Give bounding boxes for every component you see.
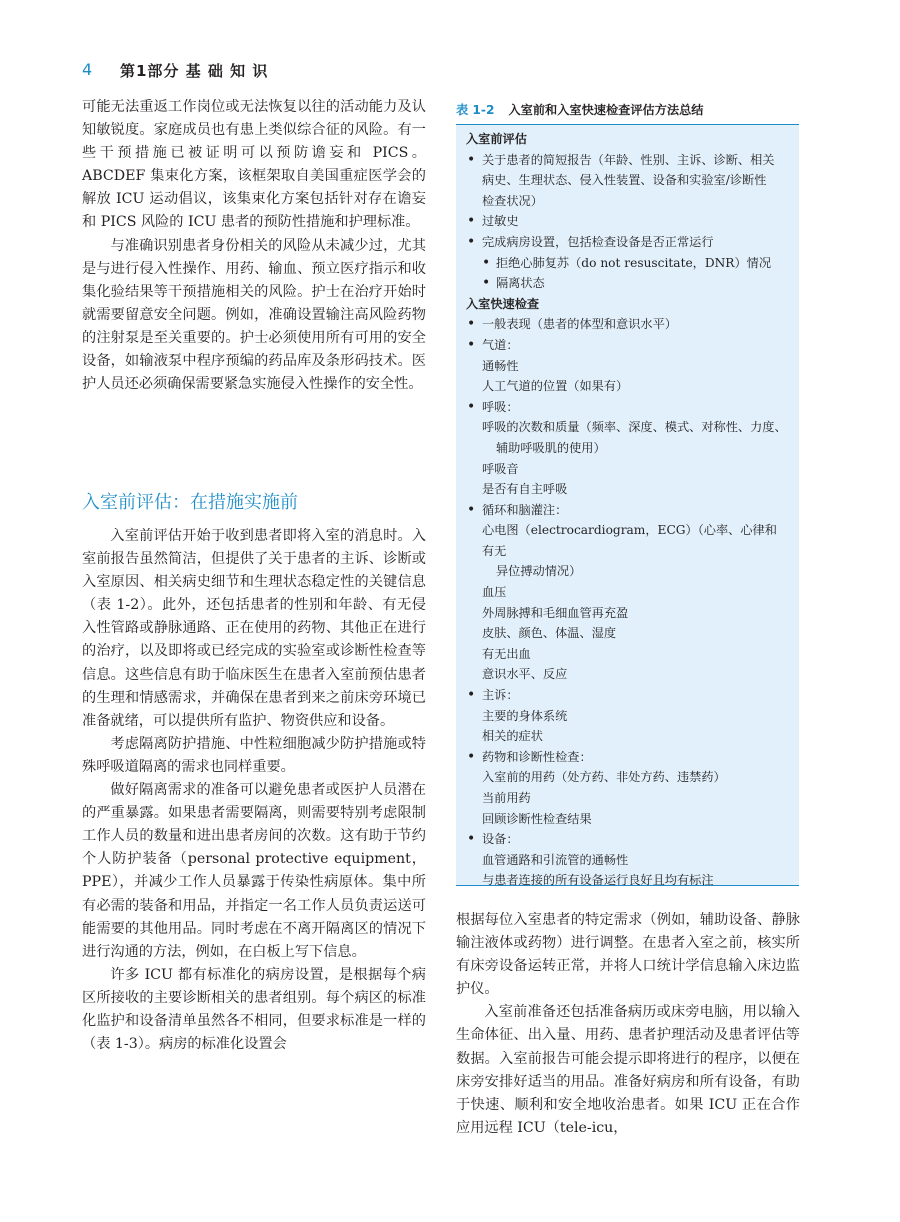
- table-bullet-item: • 气道：: [466, 335, 789, 356]
- table-sub-item: 与患者连接的所有设备运行良好且均有标注: [482, 873, 714, 888]
- body-paragraph: 可能无法重返工作岗位或无法恢复以往的活动能力及认知敏锐度。家庭成员也有患上类似综合征的风险。有一些干预措施已被证明可以预防谵妄和 PICS。ABCDEF 集束化方案，该框架取自美国重症医学会的解放 ICU 运动倡议，该集束化方案包括针对存在谵妄和 PICS 风险的 ICU 患者的预防性措施和护理标准。: [82, 99, 426, 231]
- table-sub-item: 人工气道的位置（如果有）: [482, 379, 629, 394]
- body-paragraph: 做好隔离需求的准备可以避免患者或医护人员潜在的严重暴露。如果患者需要隔离，则需要特别考虑限制工作人员的数量和进出患者房间的次数。这有助于节约个人防护装备（personal protective equipment，PPE），并减少工作人员暴露于传染性病原体。集中所有必需的装备和用品，并指定一名工作人员负责运送可能需要的其他用品。同时考虑在不离开隔离区的情况下进行沟通的方法，例如，在白板上写下信息。: [82, 782, 426, 960]
- summary-table: [456, 124, 799, 886]
- section-heading: 入室前评估：在措施实施前: [82, 492, 298, 513]
- right-column: [456, 909, 800, 1140]
- table-section-heading: 入室快速检查: [466, 296, 540, 311]
- table-number: 表 1-2: [456, 103, 495, 117]
- table-title: 入室前和入室快速检查评估方法总结: [508, 103, 704, 117]
- table-bullet-item: • 完成病房设置，包括检查设备是否正常运行: [466, 232, 789, 253]
- table-bullet-item: • 拒绝心肺复苏（do not resuscitate，DNR）情况: [466, 253, 789, 274]
- table-sub-item: 血管通路和引流管的通畅性: [482, 852, 629, 867]
- table-sub-item: 意识水平、反应: [482, 667, 568, 682]
- body-paragraph: 入室前评估开始于收到患者即将入室的消息时。入室前报告虽然简洁，但提供了关于患者的主诉、诊断或入室原因、相关病史细节和生理状态稳定性的关键信息（表 1-2）。此外，还包括患者的性别和年龄、有无侵入性管路或静脉通路、正在使用的药物、其他正在进行的治疗，以及即将或已经完成的实验室或诊断性检查等信息。这些信息有助于临床医生在患者入室前预估患者的生理和情感需求，并确保在患者到来之前床旁环境已准备就绪，可以提供所有监护、物资供应和设备。: [82, 528, 426, 729]
- body-paragraph: 入室前准备还包括准备病历或床旁电脑，用以输入生命体征、出入量、用药、患者护理活动及患者评估等数据。入室前报告可能会提示即将进行的程序，以便在床旁安排好适当的用品。准备好病房和所有设备，有助于快速、顺利和安全地收治患者。如果 ICU 正在合作应用远程 ICU（tele-icu，: [456, 1004, 800, 1136]
- table-sub-item: 外周脉搏和毛细血管再充盈: [482, 605, 629, 620]
- left-column-bottom: [82, 525, 426, 1056]
- table-sub-item: 异位搏动情况）: [496, 564, 582, 579]
- page-number: 4: [82, 60, 93, 79]
- body-paragraph: 考虑隔离防护措施、中性粒细胞减少防护措施或特殊呼吸道隔离的需求也同样重要。: [82, 735, 426, 775]
- table-sub-item: 呼吸音: [482, 461, 519, 476]
- table-bullet-item: • 关于患者的简短报告（年龄、性别、主诉、诊断、相关: [466, 150, 789, 171]
- table-bullet-item: • 隔离状态: [466, 273, 789, 294]
- table-sub-item: 心电图（electrocardiogram，ECG）（心率、心律和有无: [482, 523, 777, 558]
- table-sub-item: 病史、生理状态、侵入性装置、设备和实验室/诊断性: [482, 173, 767, 188]
- left-column-top: [82, 96, 426, 396]
- body-paragraph: 根据每位入室患者的特定需求（例如，辅助设备、静脉输注液体或药物）进行调整。在患者入室之前，核实所有床旁设备运转正常，并将人口统计学信息输入床边监护仪。: [456, 912, 800, 998]
- table-sub-item: 是否有自主呼吸: [482, 482, 568, 497]
- table-bullet-item: • 主诉：: [466, 685, 789, 706]
- table-sub-item: 辅助呼吸肌的使用）: [496, 440, 606, 455]
- table-sub-item: 入室前的用药（处方药、非处方药、违禁药）: [482, 770, 726, 785]
- table-sub-item: 通畅性: [482, 358, 519, 373]
- part-title: 第1部分 基 础 知 识: [120, 62, 269, 80]
- table-sub-item: 相关的症状: [482, 729, 543, 744]
- table-bullet-item: • 一般表现（患者的体型和意识水平）: [466, 314, 789, 335]
- table-sub-item: 皮肤、颜色、体温、湿度: [482, 626, 617, 641]
- table-sub-item: 当前用药: [482, 791, 531, 805]
- table-bullet-item: • 药物和诊断性检查：: [466, 747, 789, 768]
- table-caption: [456, 101, 800, 118]
- table-sub-item: 主要的身体系统: [482, 708, 568, 723]
- table-sub-item: 呼吸的次数和质量（频率、深度、模式、对称性、力度、: [482, 420, 787, 435]
- table-sub-item: 有无出血: [482, 646, 531, 661]
- table-sub-item: 血压: [482, 585, 507, 600]
- body-paragraph: 与准确识别患者身份相关的风险从未减少过，尤其是与进行侵入性操作、用药、输血、预立医疗指示和收集化验结果等干预措施相关的风险。护士在治疗开始时就需要留意安全问题。例如，准确设置输注高风险药物的注射泵是至关重要的。护士必须使用所有可用的安全设备，如输液泵中程序预编的药品库及条形码技术。医护人员还必须确保需要紧急实施侵入性操作的安全性。: [82, 237, 426, 393]
- table-section-heading: 入室前评估: [466, 132, 527, 146]
- table-bullet-item: • 过敏史: [466, 211, 789, 232]
- table-sub-item: 检查状况）: [482, 193, 543, 208]
- body-paragraph: 许多 ICU 都有标准化的病房设置，是根据每个病区所接收的主要诊断相关的患者组别。每个病区的标准化监护和设备清单虽然各不相同，但要求标准是一样的（表 1-3）。病房的标准化设置会: [82, 966, 426, 1053]
- table-bullet-item: • 呼吸：: [466, 397, 789, 418]
- table-bullet-item: • 循环和脑灌注：: [466, 500, 789, 521]
- table-sub-item: 回顾诊断性检查结果: [482, 811, 592, 826]
- table-bullet-item: • 设备：: [466, 829, 789, 850]
